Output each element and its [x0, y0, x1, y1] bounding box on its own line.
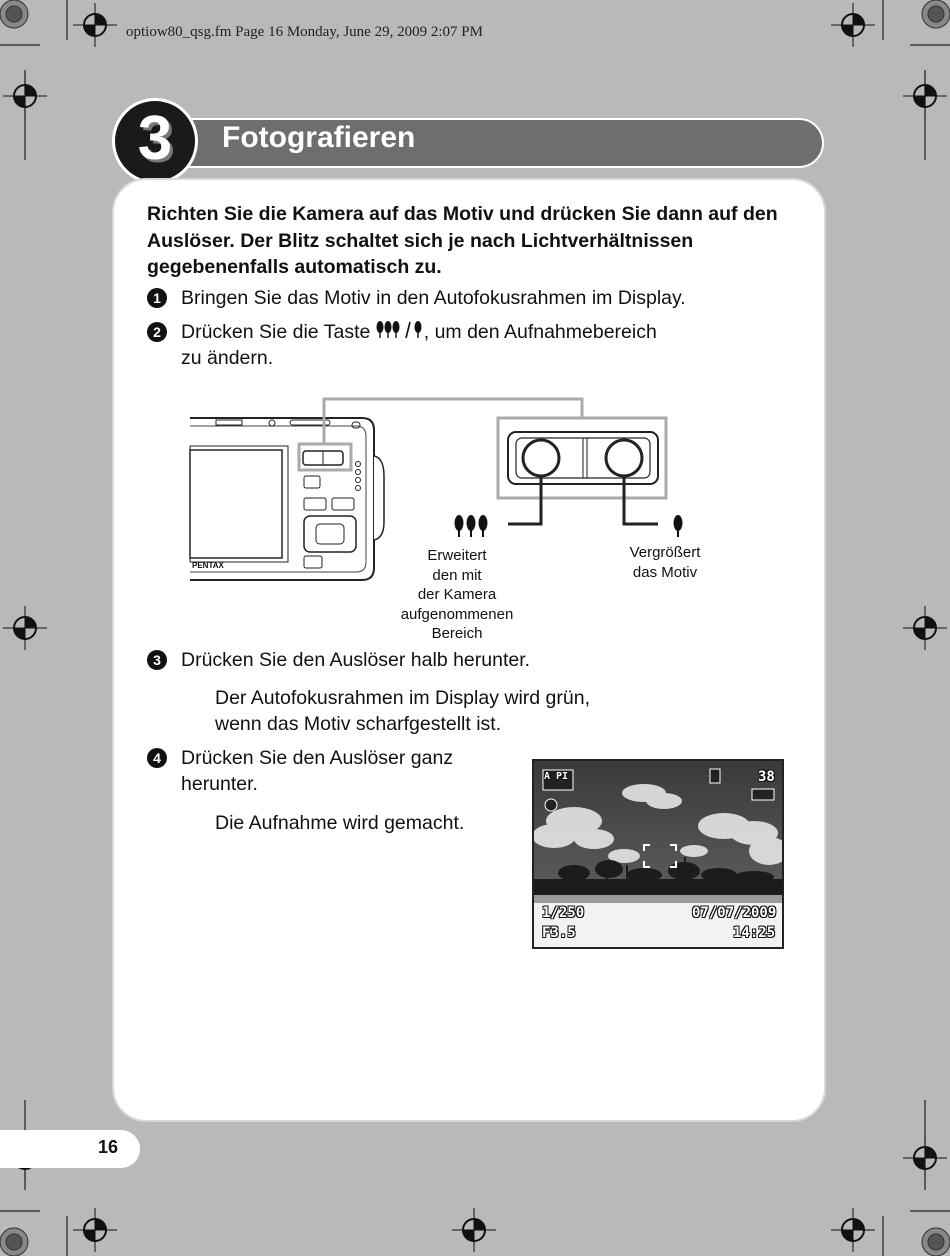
wide-caption-line: Erweitert: [427, 547, 487, 564]
tree-tele-icon: [674, 515, 683, 537]
lcd-shots-remaining: 38: [758, 769, 775, 785]
wide-caption-line: aufgenommenen: [400, 605, 514, 623]
step-2: [147, 319, 787, 371]
lcd-time: 14:25: [733, 925, 776, 941]
step-3-note-line-1: Der Autofokusrahmen im Display wird grün,: [215, 687, 590, 709]
step-4-number: 4: [147, 748, 167, 768]
wide-caption-line: Bereich: [431, 625, 483, 642]
print-header: optiow80_qsg.fm Page 16 Monday, June 29, 2009 2:07 PM: [126, 24, 483, 40]
page-number: 16: [98, 1137, 119, 1157]
wide-caption-line: der Kamera: [417, 586, 497, 603]
step-4-line-2: herunter.: [181, 773, 258, 795]
tele-caption: [610, 543, 720, 582]
step-3-text: Drücken Sie den Auslöser halb herunter.: [181, 649, 531, 671]
step-1: [147, 285, 787, 311]
step-2-number: 2: [147, 322, 167, 342]
zoom-lever-closeup: [498, 418, 666, 524]
lcd-mode-indicator: A PI: [544, 771, 569, 782]
tele-caption-line: das Motiv: [632, 563, 698, 581]
lcd-date: 07/07/2009: [692, 905, 777, 921]
step-4: [147, 745, 507, 797]
intro-text: Richten Sie die Kamera auf das Motiv und drücken Sie dann auf den Auslöser. Der Blitz schaltet sich je nach Lichtverhältnissen gegebenenfalls automatisch zu.: [147, 203, 778, 278]
page-number-tab: [0, 1130, 140, 1168]
tele-caption-line: Vergrößert: [629, 544, 701, 561]
step-1-number: 1: [147, 288, 167, 308]
step-3-note-line-2: wenn das Motiv scharfgestellt ist.: [215, 713, 502, 735]
lcd-shutter-speed: 1/250: [542, 905, 585, 921]
wide-caption-line: den mit: [432, 566, 482, 584]
step-4-line-1: Drücken Sie den Auslöser ganz: [181, 747, 454, 769]
lcd-aperture: F3.5: [542, 925, 576, 941]
chapter-number: 3: [137, 104, 173, 173]
step-2-text-after: , um den Aufnahmebereich: [423, 321, 657, 343]
chapter-title: Fotografieren: [222, 121, 416, 154]
step-3-number: 3: [147, 650, 167, 670]
step-2-line-2: zu ändern.: [181, 347, 274, 369]
step-1-text: Bringen Sie das Motiv in den Autofokusrahmen im Display.: [181, 287, 686, 309]
camera-back-illustration: [190, 418, 384, 580]
step-2-text-before: Drücken Sie die Taste: [181, 321, 376, 343]
zoom-button-icon: [376, 320, 424, 340]
wide-caption: [392, 546, 522, 644]
step-4-note: Die Aufnahme wird gemacht.: [215, 812, 465, 834]
step-3: [147, 647, 787, 673]
camera-lcd-preview: [532, 759, 784, 949]
step-2-line-1: [181, 319, 657, 345]
tree-wide-icon: [455, 515, 488, 537]
camera-brand-label: PENTAX: [192, 561, 224, 570]
